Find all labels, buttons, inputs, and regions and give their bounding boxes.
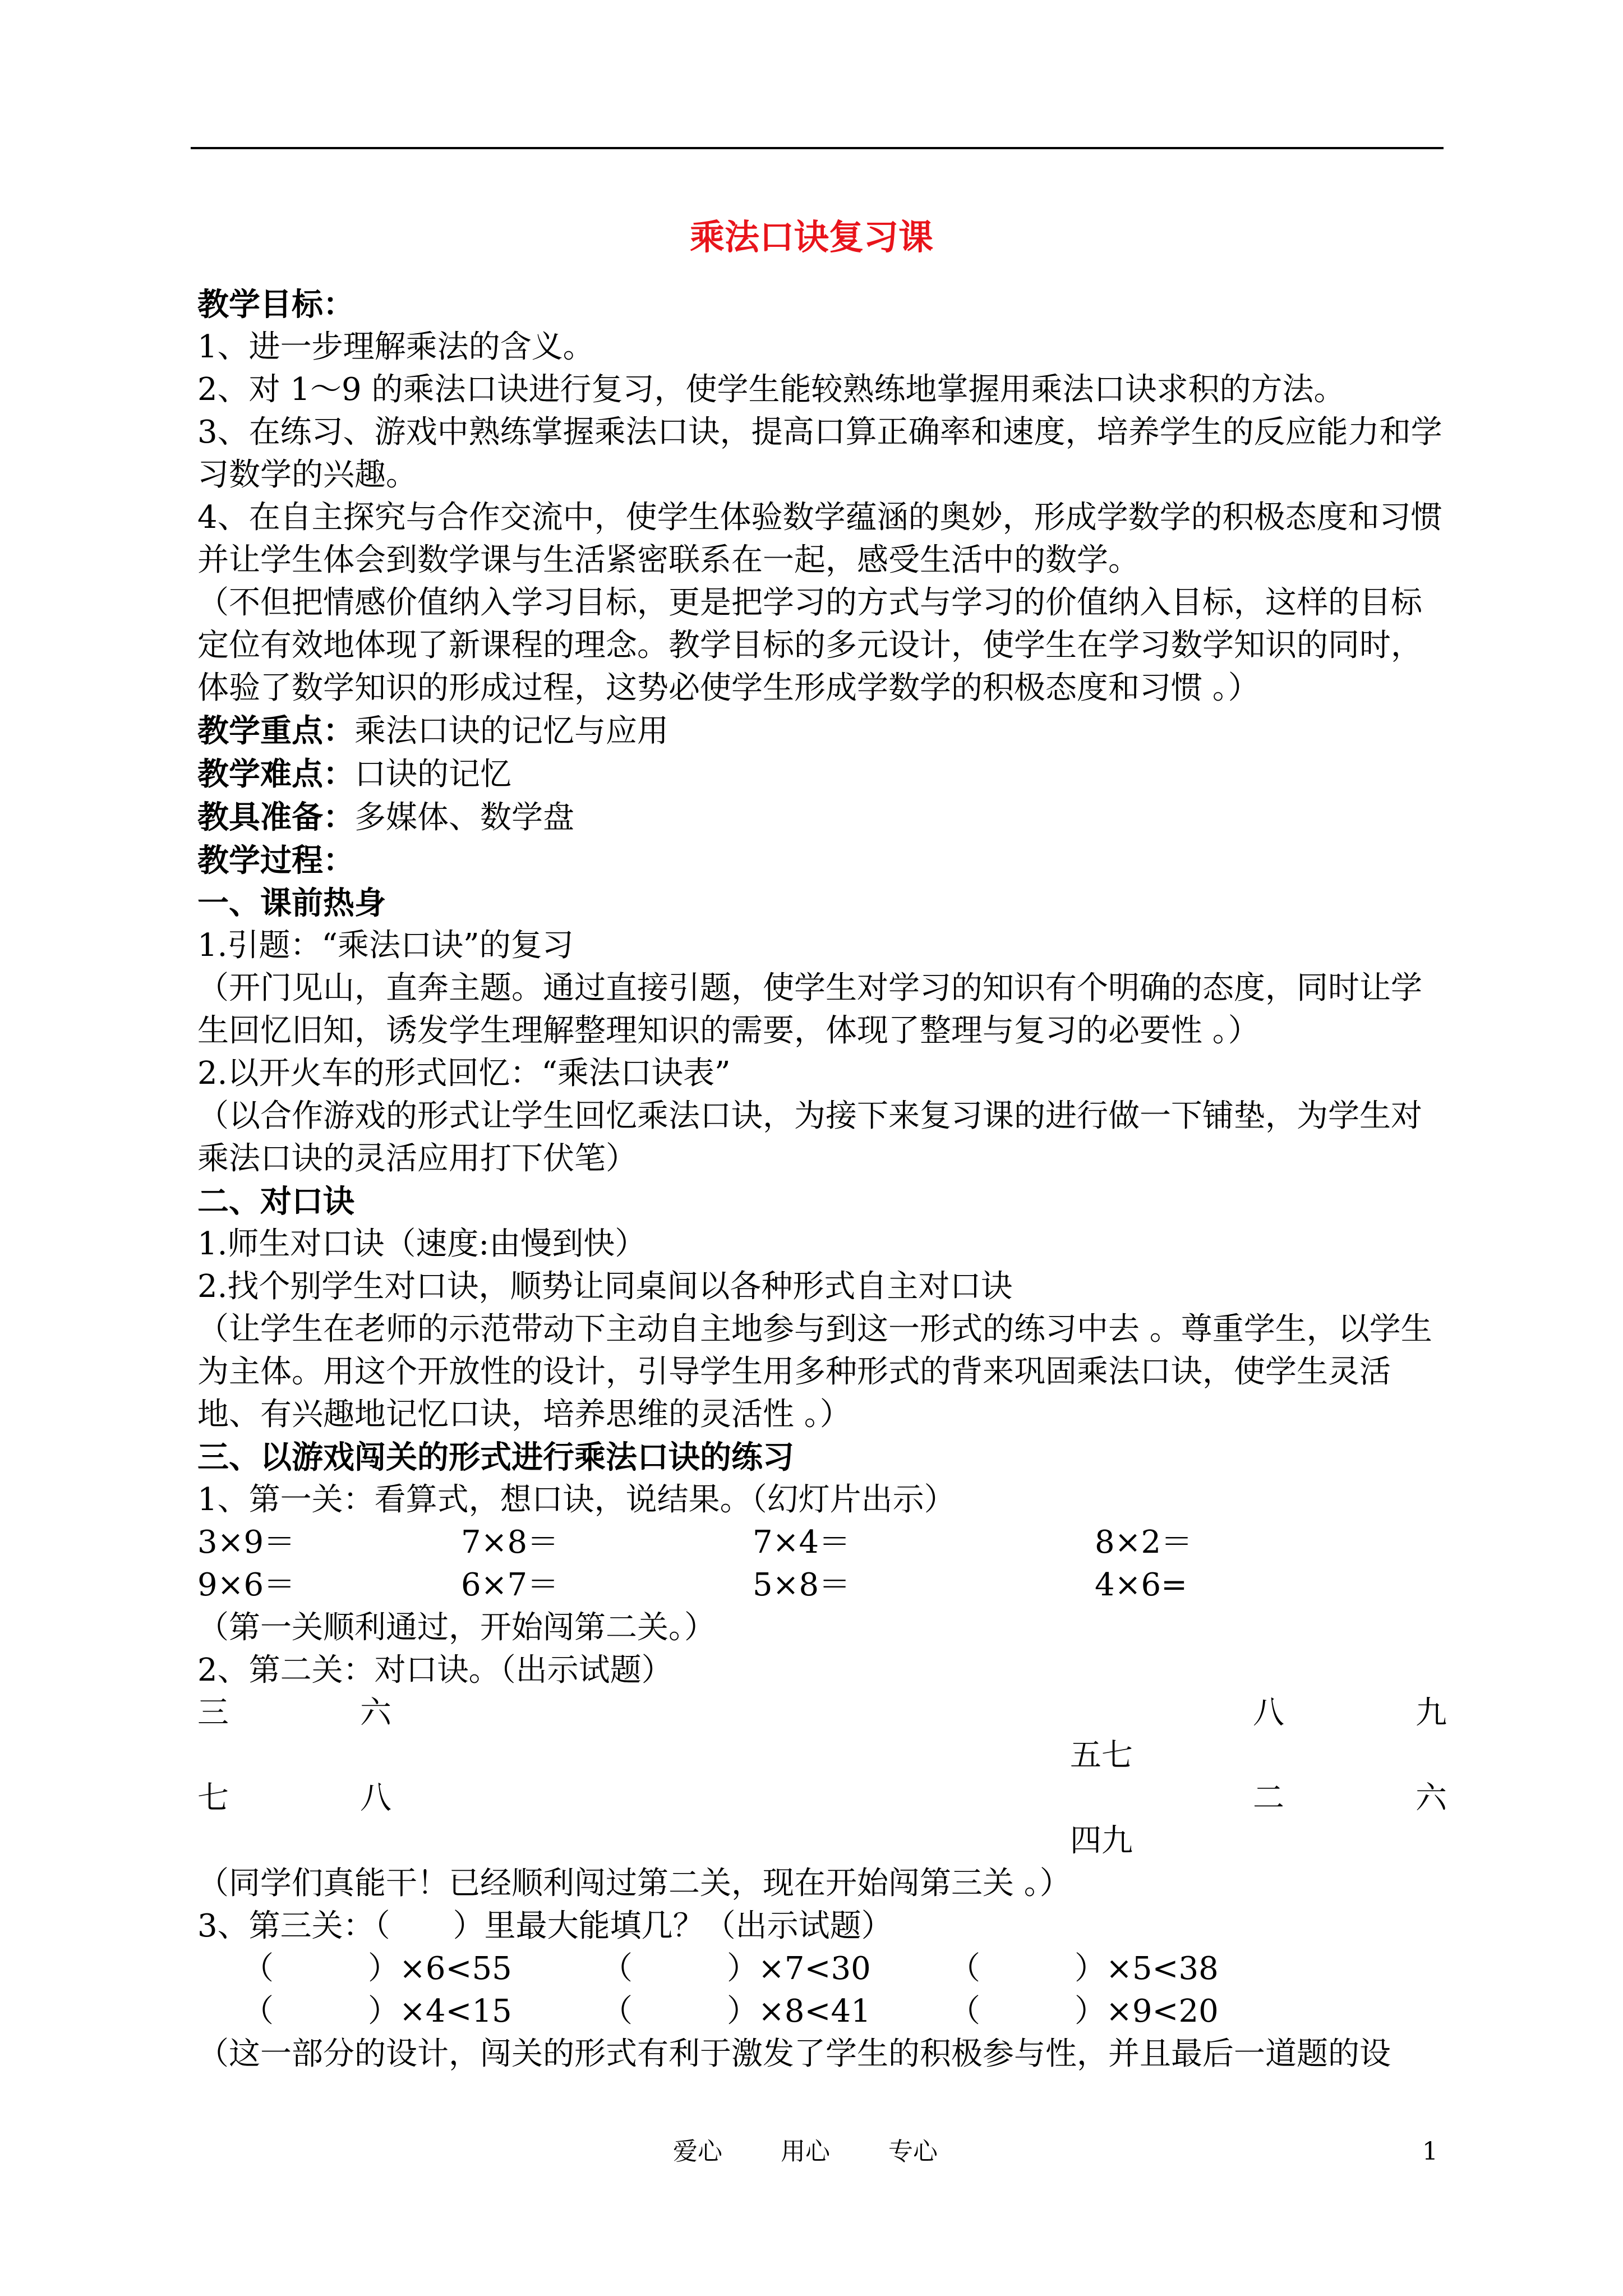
equation: 5×8＝ <box>753 1567 851 1603</box>
equation: 3×9＝ <box>197 1524 296 1561</box>
equation: 8×2＝ <box>1095 1524 1193 1561</box>
section2-item2: 2.找个别学生对口诀，顺势让同桌间以各种形式自主对口诀 <box>197 1268 1013 1305</box>
section1-heading: 一、课前热身 <box>197 885 386 922</box>
level2-row <box>197 1692 1448 1734</box>
rhyme-char: 二 <box>1253 1780 1284 1816</box>
key-point-line <box>197 710 1448 753</box>
goals-heading: 教学目标： <box>197 286 354 323</box>
footer-item: 用心 <box>781 2137 830 2166</box>
level3-title: 3、第三关：（ ）里最大能填几？（出示试题） <box>197 1908 893 1944</box>
rhyme-char: 八 <box>360 1780 391 1816</box>
level1-note: （第一关顺利通过，开始闯第二关。） <box>197 1609 716 1646</box>
equation: 7×4＝ <box>753 1524 851 1561</box>
process-heading: 教学过程： <box>197 842 354 879</box>
rhyme-char: 六 <box>360 1695 391 1731</box>
rhyme-char: 三 <box>197 1695 229 1731</box>
level2-row-sub <box>197 1734 1448 1777</box>
footer-item: 爱心 <box>673 2137 722 2166</box>
section3-heading: 三、以游戏闯关的形式进行乘法口诀的练习 <box>197 1439 794 1476</box>
level2-title: 2、第二关：对口诀。（出示试题） <box>197 1652 673 1688</box>
rhyme-char: 六 <box>1415 1780 1447 1816</box>
section2-heading: 二、对口诀 <box>197 1183 354 1220</box>
goal-item: 1、进一步理解乘法的含义。 <box>197 329 594 365</box>
section1-item2: 2.以开火车的形式回忆：“乘法口诀表” <box>197 1055 731 1092</box>
level2-row-sub <box>197 1820 1448 1862</box>
rhyme-answer: 四九 <box>1070 1823 1133 1859</box>
section1-note2: （以合作游戏的形式让学生回忆乘法口诀，为接下来复习课的进行做一下铺垫，为学生对乘法口诀的灵活应用打下伏笔） <box>197 1098 1422 1177</box>
equation: 4×6= <box>1095 1567 1188 1603</box>
rhyme-answer: 五七 <box>1070 1737 1133 1774</box>
level1-title: 1、第一关：看算式，想口诀，说结果。（幻灯片出示） <box>197 1481 956 1518</box>
page-number: 1 <box>1422 2137 1438 2166</box>
goals-note: （不但把情感价值纳入学习目标，更是把学习的方式与学习的价值纳入目标，这样的目标定位有效地体现了新课程的理念。教学目标的多元设计，使学生在学习数学知识的同时，体验了数学知识的形成过程，这势必使学生形成学数学的积极态度和习惯 。） <box>197 585 1422 706</box>
document-body <box>197 283 1448 2076</box>
equation: 7×8＝ <box>461 1524 559 1561</box>
inequality: （ ）×4<15 <box>242 1993 512 2030</box>
goal-item: 4、在自主探究与合作交流中，使学生体验数学蕴涵的奥妙，形成学数学的积极态度和习惯并让学生体会到数学课与生活紧密联系在一起，感受生活中的数学。 <box>197 499 1442 578</box>
inequality: （ ）×8<41 <box>601 1993 871 2030</box>
tools-text: 多媒体、数学盘 <box>354 799 574 836</box>
inequality: （ ）×9<20 <box>949 1993 1219 2030</box>
key-point-text: 乘法口诀的记忆与应用 <box>354 713 668 749</box>
level3-row <box>197 1948 1448 1990</box>
footer-item: 专心 <box>888 2137 938 2166</box>
goal-item: 3、在练习、游戏中熟练掌握乘法口诀，提高口算正确率和速度，培养学生的反应能力和学习数学的兴趣。 <box>197 414 1442 493</box>
tools-line <box>197 796 1448 839</box>
page-title: 乘法口诀复习课 <box>689 217 933 257</box>
footer-motto <box>673 2135 988 2169</box>
header-rule <box>191 147 1444 149</box>
tools-label: 教具准备： <box>197 799 354 836</box>
difficulty-line <box>197 753 1448 796</box>
key-point-label: 教学重点： <box>197 712 354 749</box>
level1-row <box>197 1564 1448 1607</box>
goal-item: 2、对 1～9 的乘法口诀进行复习，使学生能较熟练地掌握用乘法口诀求积的方法。 <box>197 371 1345 408</box>
level1-row <box>197 1521 1448 1564</box>
rhyme-char: 八 <box>1253 1695 1284 1731</box>
level2-row <box>197 1777 1448 1820</box>
section2-note: （让学生在老师的示范带动下主动自主地参与到这一形式的练习中去 。尊重学生，以学生为主体。用这个开放性的设计，引导学生用多种形式的背来巩固乘法口诀，使学生灵活地、有兴趣地记忆口诀，培养思维的灵活性 。） <box>197 1311 1432 1433</box>
equation: 6×7＝ <box>461 1567 559 1603</box>
inequality: （ ）×6<55 <box>242 1950 512 1987</box>
section2-item1: 1.师生对口诀（速度:由慢到快） <box>197 1226 647 1262</box>
level2-note: （同学们真能干！已经顺利闯过第二关，现在开始闯第三关 。） <box>197 1865 1071 1902</box>
inequality: （ ）×5<38 <box>949 1950 1219 1987</box>
section1-note1: （开门见山，直奔主题。通过直接引题，使学生对学习的知识有个明确的态度，同时让学生回忆旧知，诱发学生理解整理知识的需要，体现了整理与复习的必要性 。） <box>197 970 1422 1049</box>
level3-row <box>197 1990 1448 2033</box>
level3-note: （这一部分的设计，闯关的形式有利于激发了学生的积极参与性，并且最后一道题的设 <box>197 2036 1391 2072</box>
equation: 9×6＝ <box>197 1567 296 1603</box>
rhyme-char: 九 <box>1415 1695 1447 1731</box>
difficulty-text: 口诀的记忆 <box>354 756 511 793</box>
rhyme-char: 七 <box>197 1780 229 1816</box>
section1-item1: 1.引题：“乘法口诀”的复习 <box>197 927 574 964</box>
difficulty-label: 教学难点： <box>197 756 354 793</box>
inequality: （ ）×7<30 <box>601 1950 871 1987</box>
